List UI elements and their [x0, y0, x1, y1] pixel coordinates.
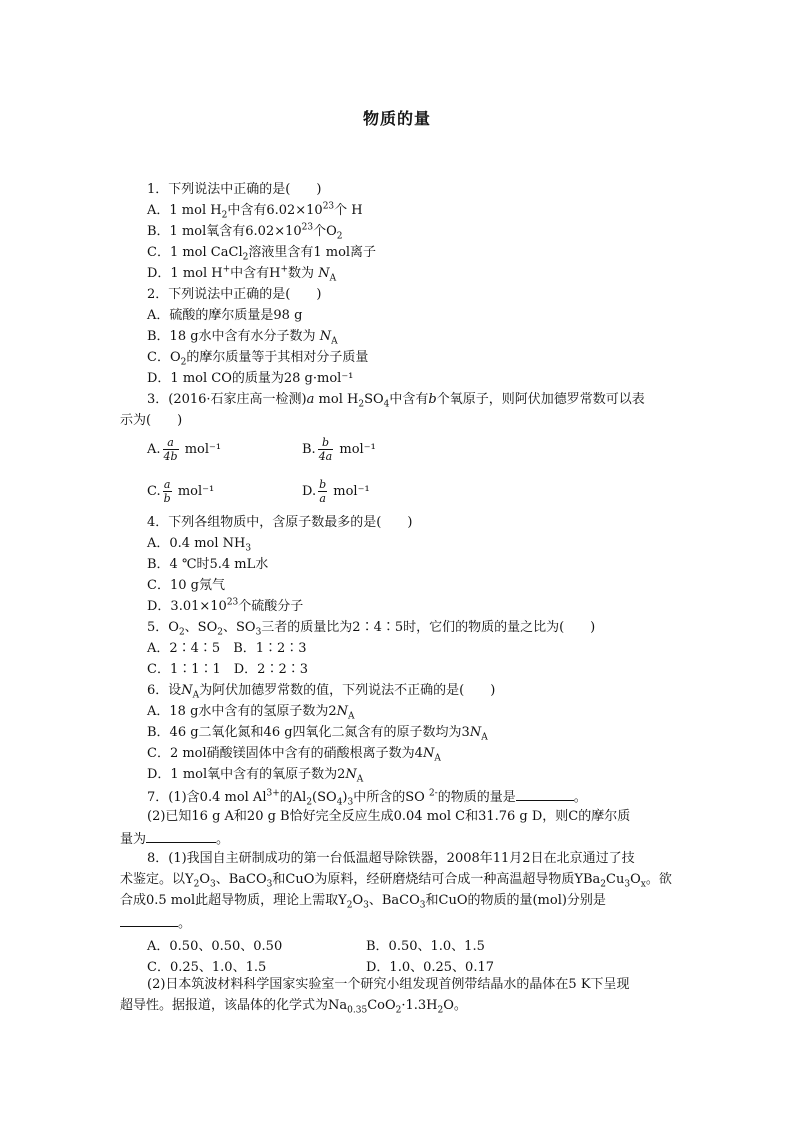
q5-options-ab: A．2∶4∶5 B．1∶2∶3	[147, 641, 307, 656]
q1-option-c: C．1 mol CaCl$_2$溶液里含有1 mol离子	[147, 245, 377, 263]
q3-stem: 3．(2016·石家庄高一检测)a mol $H_2SO_4$中含有b个氧原子，则阿伏加德罗常数可以表	[147, 392, 645, 410]
q8-option-d: D．1.0、0.25、0.17	[366, 960, 494, 975]
q7-part2-line2: 量为 。	[120, 832, 230, 847]
q2-option-c: C．$O_2$的摩尔质量等于其相对分子质量	[147, 350, 369, 368]
q6-option-d: D．1 mol氧中含有的氧原子数为$2N_A$	[147, 767, 364, 785]
q8-part2-line2: 超导性。据报道，该晶体的化学式为$Na_{0.35}CoO_2\cdot 1.3H_2O$。	[120, 998, 467, 1016]
q3-stem-line2: 示为( )	[120, 413, 183, 428]
q8-part1-line3: 合成0.5 mol此超导物质，理论上需取$Y_2O_3$、BaCO$_3$和CuO的物质的量(mol)分别是	[120, 893, 606, 911]
q7-answer-blank-1[interactable]	[516, 788, 574, 801]
q6-stem: 6．设$N_A$为阿伏加德罗常数的值，下列说法不正确的是( )	[147, 683, 496, 701]
q2-option-a: A．硫酸的摩尔质量是98 g	[147, 308, 303, 323]
q8-part2-line1: (2)日本筑波材料科学国家实验室一个研究小组发现首例带结晶水的晶体在5 K下呈现	[147, 977, 630, 992]
q7-answer-blank-2[interactable]	[146, 830, 216, 843]
q4-option-c: C．10 g氖气	[147, 578, 225, 593]
q1-option-d: D．1 mol H+中含有H+数为 $N_A$	[147, 264, 337, 284]
q4-stem: 4．下列各组物质中，含原子数最多的是( )	[147, 515, 413, 530]
q5-stem: 5．$O_2$、$SO_2$、$SO_3$三者的质量比为2∶4∶5时，它们的物质的量之比为( )	[147, 620, 596, 638]
q2-stem: 2．下列说法中正确的是( )	[147, 287, 322, 302]
q8-option-a: A．0.50、0.50、0.50	[147, 939, 283, 954]
q8-option-b: B．0.50、1.0、1.5	[366, 939, 485, 954]
q1-stem: 1．下列说法中正确的是( )	[147, 182, 322, 197]
q6-option-c: C．2 mol硝酸镁固体中含有的硝酸根离子数为$4N_A$	[147, 746, 441, 764]
q2-option-d: D．1 mol CO的质量为28 g·mol⁻¹	[147, 371, 354, 386]
q7-part2: (2)已知16 g A和20 g B恰好完全反应生成0.04 mol C和31.76 g D，则C的摩尔质	[147, 809, 631, 824]
q1-option-b: B．1 mol氧含有$6.02\times 10^{23}$个$O_2$	[147, 222, 343, 242]
q1-option-a: A．1 mol $H_2$中含有$6.02\times 10^{23}$个 H	[147, 201, 363, 221]
q4-option-a: A．0.4 mol $NH_3$	[147, 536, 252, 554]
q8-part1-line4: 。	[120, 914, 191, 932]
q3-option-b: B. $\frac{b}{4a}$ mol⁻¹	[302, 436, 376, 463]
q6-option-b: B．46 g二氧化氮和46 g四氧化二氮含有的原子数均为$3N_A$	[147, 725, 488, 743]
q5-options-cd: C．1∶1∶1 D．2∶2∶3	[147, 662, 308, 677]
q2-option-b: B．18 g水中含有水分子数为 $N_A$	[147, 329, 338, 347]
q8-answer-blank[interactable]	[120, 914, 178, 927]
q4-option-d: D．$3.01\times 10^{23}$个硫酸分子	[147, 597, 304, 614]
page-title: 物质的量	[362, 109, 431, 128]
q6-option-a: A．18 g水中含有的氢原子数为$2N_A$	[147, 704, 355, 722]
q4-option-b: B．4 ℃时5.4 mL水	[147, 557, 269, 572]
q3-option-a: A. $\frac{a}{4b}$ mol⁻¹	[147, 436, 222, 463]
q3-option-d: D. $\frac{b}{a}$ mol⁻¹	[302, 478, 370, 505]
q8-part1-line1: 8．(1)我国自主研制成功的第一台低温超导除铁器，2008年11月2日在北京通过了技	[147, 851, 635, 866]
q3-option-c: C. $\frac{a}{b}$ mol⁻¹	[147, 478, 215, 505]
q8-part1-line2: 术鉴定。以$Y_2O_3$、BaCO$_3$和CuO为原料，经研磨烧结可合成一种高温超导物质$YBa_2Cu_3O_x$。欲	[120, 872, 672, 890]
q8-option-c: C．0.25、1.0、1.5	[147, 960, 267, 975]
q7-part1: 7．(1)含0.4 mol $Al^{3+}$的$Al_2(SO_4)_3$中所含的SO $^{2-}$的物质的量是 。	[147, 788, 587, 808]
